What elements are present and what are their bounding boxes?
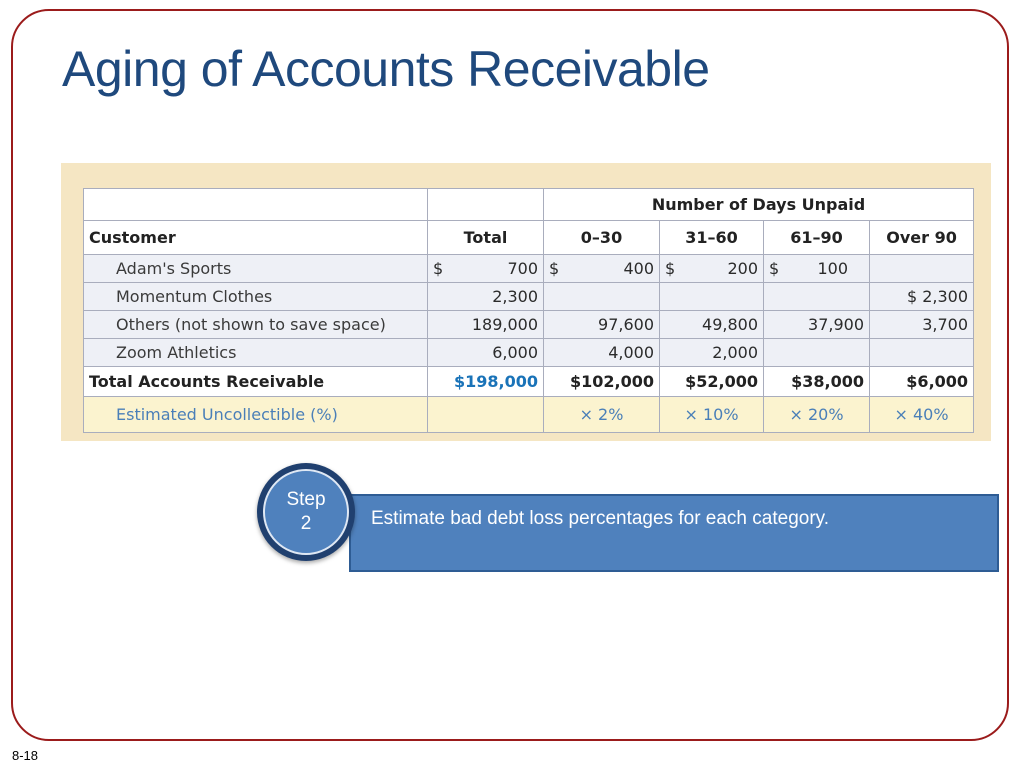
days-31-60-cell	[660, 283, 764, 311]
days-over-90-cell	[870, 255, 974, 283]
days-61-90-cell: $ 100	[764, 255, 870, 283]
slide-number: 8-18	[12, 748, 39, 763]
table-row	[84, 283, 974, 311]
column-header-total: Total	[428, 221, 544, 255]
days-0-30-cell: 97,600	[544, 311, 660, 339]
customer-name: Momentum Clothes	[84, 283, 428, 311]
step-callout: Estimate bad debt loss percentages for each category.	[349, 494, 999, 572]
estimate-row-total	[428, 397, 544, 433]
days-61-90-cell	[764, 283, 870, 311]
aging-table	[83, 188, 974, 433]
column-header-customer: Customer	[84, 221, 428, 255]
days-over-90-cell: $ 2,300	[870, 283, 974, 311]
header-blank-cell	[84, 189, 428, 221]
step-badge	[257, 463, 355, 561]
days-unpaid-header: Number of Days Unpaid	[544, 189, 974, 221]
days-31-60-cell: $ 200	[660, 255, 764, 283]
total-row-31-60: $52,000	[660, 367, 764, 397]
step-number: 2	[300, 513, 312, 534]
total-cell: 189,000	[428, 311, 544, 339]
table-row	[84, 255, 974, 283]
total-row-over-90: $6,000	[870, 367, 974, 397]
column-header-over-90: Over 90	[870, 221, 974, 255]
days-0-30-cell: $ 400	[544, 255, 660, 283]
estimate-row-61-90: × 20%	[764, 397, 870, 433]
customer-name: Others (not shown to save space)	[84, 311, 428, 339]
estimate-row	[84, 397, 974, 433]
column-header-0-30: 0–30	[544, 221, 660, 255]
total-cell: $ 700	[428, 255, 544, 283]
estimate-row-label: Estimated Uncollectible (%)	[84, 397, 428, 433]
customer-name: Adam's Sports	[84, 255, 428, 283]
estimate-row-0-30: × 2%	[544, 397, 660, 433]
days-0-30-cell: 4,000	[544, 339, 660, 367]
days-61-90-cell	[764, 339, 870, 367]
days-61-90-cell: 37,900	[764, 311, 870, 339]
days-over-90-cell	[870, 339, 974, 367]
total-row-61-90: $38,000	[764, 367, 870, 397]
slide-title: Aging of Accounts Receivable	[62, 41, 710, 97]
table-row	[84, 311, 974, 339]
total-row-0-30: $102,000	[544, 367, 660, 397]
customer-name: Zoom Athletics	[84, 339, 428, 367]
estimate-row-over-90: × 40%	[870, 397, 974, 433]
column-header-61-90: 61–90	[764, 221, 870, 255]
table-group-header-row	[84, 189, 974, 221]
estimate-row-31-60: × 10%	[660, 397, 764, 433]
table-row	[84, 339, 974, 367]
step-label: Step	[286, 489, 326, 510]
total-cell: 2,300	[428, 283, 544, 311]
days-31-60-cell: 2,000	[660, 339, 764, 367]
step-badge-inner	[263, 469, 349, 555]
table-column-header-row	[84, 221, 974, 255]
total-cell: 6,000	[428, 339, 544, 367]
total-row-total: $198,000	[428, 367, 544, 397]
header-blank-cell	[428, 189, 544, 221]
total-row	[84, 367, 974, 397]
aging-table-panel	[61, 163, 991, 441]
days-31-60-cell: 49,800	[660, 311, 764, 339]
days-0-30-cell	[544, 283, 660, 311]
days-over-90-cell: 3,700	[870, 311, 974, 339]
total-row-label: Total Accounts Receivable	[84, 367, 428, 397]
column-header-31-60: 31–60	[660, 221, 764, 255]
